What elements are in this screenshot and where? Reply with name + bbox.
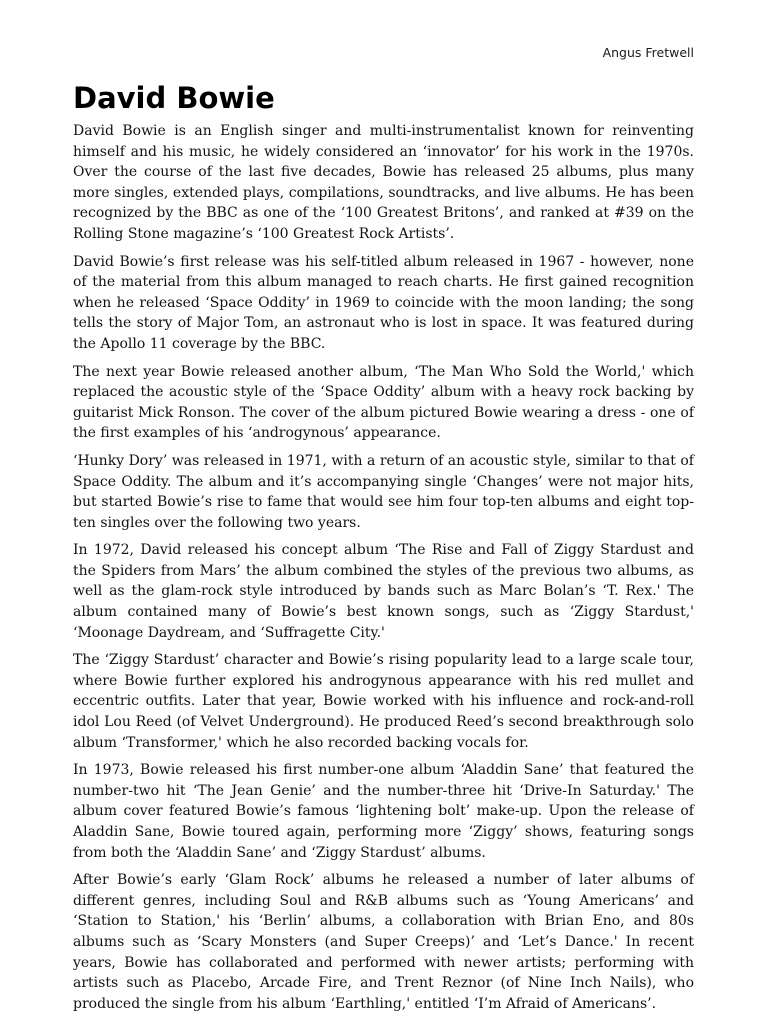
paragraph-7: In 1973, Bowie released his first number-one album ‘Aladdin Sane’ that featured the number-two hit ‘The Jean Genie’ and the number-three hit ‘Drive-In Saturday.' The album cover featured Bowie’s famous ‘lightening bolt’ make-up. Upon the release of Aladdin Sane, Bowie toured again, performing more ‘Ziggy’ shows, featuring songs from both the ‘Aladdin Sane’ and ‘Ziggy Stardust’ albums. xyxy=(73,762,694,861)
page-title: David Bowie xyxy=(73,81,275,115)
paragraph-1: David Bowie is an English singer and multi-instrumentalist known for reinventing himself and his music, he widely considered an ‘innovator’ for his work in the 1970s. Over the course of the last five decades, Bowie has released 25 albums, plus many more singles, extended plays, compilations, soundtracks, and live albums. He has been recognized by the BBC as one of the ‘100 Greatest Britons’, and ranked at #39 on the Rolling Stone magazine’s ‘100 Greatest Rock Artists’. xyxy=(73,123,694,242)
paragraph-3: The next year Bowie released another album, ‘The Man Who Sold the World,' which replaced the acoustic style of the ‘Space Oddity’ album with a heavy rock backing by guitarist Mick Ronson. The cover of the album pictured Bowie wearing a dress - one of the first examples of his ‘androgynous’ appearance. xyxy=(73,363,694,442)
paragraph-2: David Bowie’s first release was his self-titled album released in 1967 - however, none of the material from this album managed to reach charts. He first gained recognition when he released ‘Space Oddity’ in 1969 to coincide with the moon landing; the song tells the story of Major Tom, an astronaut who is lost in space. It was featured during the Apollo 11 coverage by the BBC. xyxy=(73,253,694,352)
header-author: Angus Fretwell xyxy=(602,45,694,60)
paragraph-6: The ‘Ziggy Stardust’ character and Bowie’s rising popularity lead to a large scale tour, where Bowie further explored his androgynous appearance with his red mullet and eccentric outfits. Later that year, Bowie worked with his influence and rock-and-roll idol Lou Reed (of Velvet Underground). He produced Reed’s second breakthrough solo album ‘Transformer,' which he also recorded backing vocals for. xyxy=(73,652,694,751)
paragraph-8: After Bowie’s early ‘Glam Rock’ albums he released a number of later albums of different genres, including Soul and R&B albums such as ‘Young Americans’ and ‘Station to Station,' his ‘Berlin’ albums, a collaboration with Brian Eno, and 80s albums such as ‘Scary Monsters (and Super Creeps)’ and ‘Let’s Dance.' In recent years, Bowie has collaborated and performed with newer artists; performing with artists such as Placebo, Arcade Fire, and Trent Reznor (of Nine Inch Nails), who produced the single from his album ‘Earthling,' entitled ‘I’m Afraid of Americans’. xyxy=(73,872,694,1012)
document-body xyxy=(73,121,694,1021)
paragraph-5: In 1972, David released his concept album ‘The Rise and Fall of Ziggy Stardust and the Spiders from Mars’ the album combined the styles of the previous two albums, as well as the glam-rock style introduced by bands such as Marc Bolan’s ‘T. Rex.' The album contained many of Bowie’s best known songs, such as ‘Ziggy Stardust,' ‘Moonage Daydream, and ‘Suffragette City.' xyxy=(73,542,694,641)
paragraph-4: ‘Hunky Dory’ was released in 1971, with a return of an acoustic style, similar to that of Space Oddity. The album and it’s accompanying single ‘Changes’ were not major hits, but started Bowie’s rise to fame that would see him four top-ten albums and eight top-ten singles over the following two years. xyxy=(73,452,694,531)
